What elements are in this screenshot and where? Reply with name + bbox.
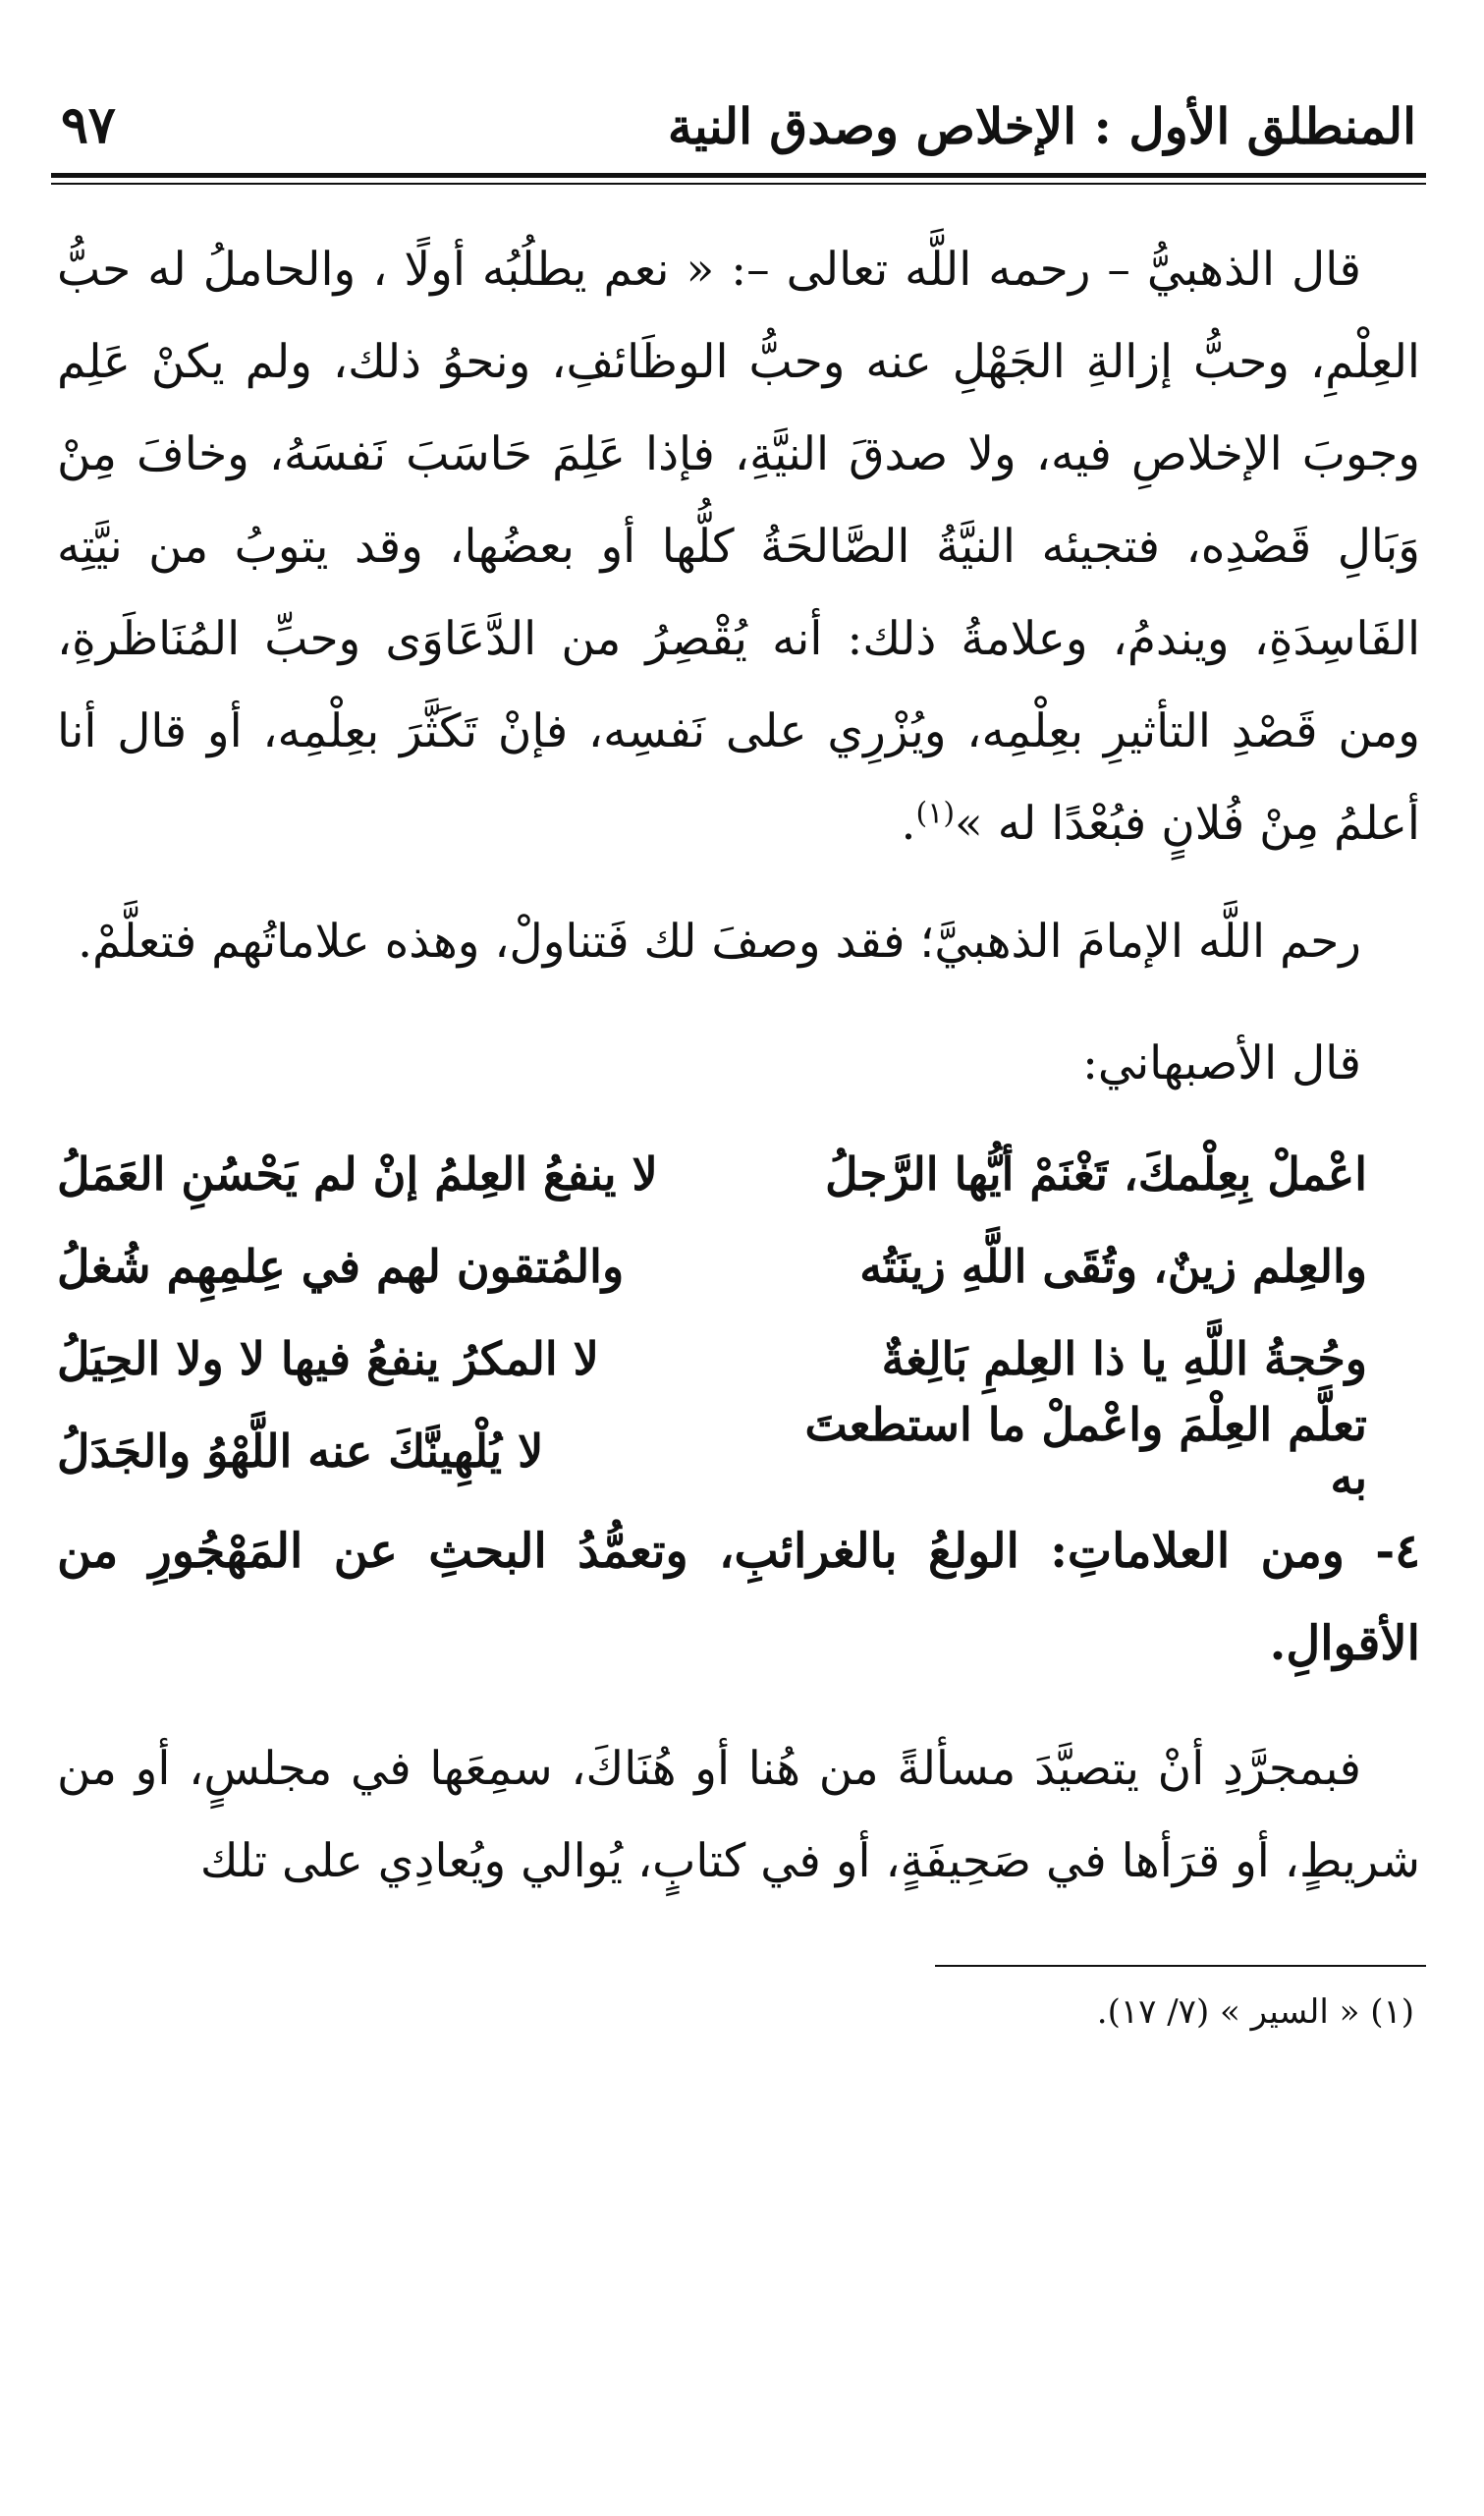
page-number: ٩٧	[61, 95, 116, 155]
quote-paragraph	[51, 224, 1426, 870]
poem-verse	[57, 1313, 1420, 1405]
footnote-separator	[935, 1965, 1426, 1967]
footnote: (١) « السير » (٧/ ١٧).	[1096, 1992, 1414, 2032]
quote-end: .	[901, 797, 916, 851]
book-page	[51, 69, 1426, 2486]
verse-first-hemistich: وحُجةُ اللَّهِ يا ذا العِلمِ بَالِغةٌ	[881, 1332, 1367, 1385]
header-rule-thin	[51, 183, 1426, 185]
footnote-reference[interactable]: (١)	[915, 796, 956, 831]
poem-intro: قال الأصبهاني:	[1082, 1036, 1361, 1090]
verse-second-hemistich: لا يُلْهِينَّكَ عنه اللَّهْوُ والجَدَلُ	[57, 1425, 544, 1478]
verse-second-hemistich: لا ينفعُ العِلمُ إنْ لم يَحْسُنِ العَمَلُ	[57, 1147, 658, 1201]
verse-second-hemistich: لا المكرُ ينفعُ فيها لا ولا الحِيَلُ	[57, 1332, 599, 1385]
running-header	[51, 69, 1426, 167]
header-rule-thick	[51, 173, 1426, 178]
poem-verse	[57, 1128, 1420, 1220]
verse-first-hemistich: تعلَّم العِلْمَ واعْملْ ما استطعتَ به	[804, 1398, 1367, 1504]
body-paragraph: فبمجرَّدِ أنْ يتصيَّدَ مسألةً من هُنا أو هُنَاكَ، سمِعَها في مجلسٍ، أو من شريطٍ، أو قرَأها في صَحِيفَةٍ، أو في كتابٍ، يُوالي ويُعادِي على تلك	[57, 1742, 1420, 1888]
verse-first-hemistich: اعْملْ بِعِلْمكَ، تَغْنَمْ أيُّها الرَّجلُ	[825, 1147, 1367, 1201]
poem	[51, 1128, 1426, 1504]
point-4-heading: ٤- ومن العلاماتِ: الولعُ بالغرائبِ، وتعمُّدُ البحثِ عن المَهْجُورِ من الأقوالِ.	[57, 1524, 1420, 1671]
verse-second-hemistich: والمُتقون لهم في عِلمِهِم شُغلُ	[57, 1240, 625, 1293]
quote-text: قال الذهبيُّ – رحمه اللَّه تعالى –: « نعم يطلُبُه أولًا ، والحاملُ له حبُّ العِلْمِ، وحبُّ إزالةِ الجَهْلِ عنه وحبُّ الوظَائفِ، ونحوُ ذلك، ولم يكنْ عَلِم وجوبَ الإخلاصِ فيه، ولا صدقَ النيَّةِ، فإذا عَلِمَ حَاسَبَ نَفسَهُ، وخافَ مِنْ وَبَالِ قَصْدِه، فتجيئه النيَّةُ الصَّالحَةُ كلُّها أو بعضُها، وقد يتوبُ من نيَّتِه الفَاسِدَةِ، ويندمُ، وعلامةُ ذلك: أنه يُقْصِرُ من الدَّعَاوَى وحبِّ المُنَاظَرةِ، ومن قَصْدِ التأثيرِ بعِلْمِه، ويُزْرِي على نَفسِه، فإنْ تَكَثَّرَ بعِلْمِه، أو قال أنا أعلمُ مِنْ فُلانٍ فبُعْدًا له »	[57, 243, 1420, 851]
poem-verse	[57, 1220, 1420, 1313]
verse-first-hemistich: والعِلم زينٌ، وتُقَى اللَّهِ زينَتُه	[859, 1240, 1367, 1293]
chapter-title: المنطلق الأول : الإخلاص وصدق النية	[667, 97, 1416, 155]
poem-verse	[57, 1398, 1420, 1504]
commentary-paragraph: رحم اللَّه الإمامَ الذهبيَّ؛ فقد وصفَ لك فَتناولْ، وهذه علاماتُهم فتعلَّمْ.	[78, 915, 1361, 969]
